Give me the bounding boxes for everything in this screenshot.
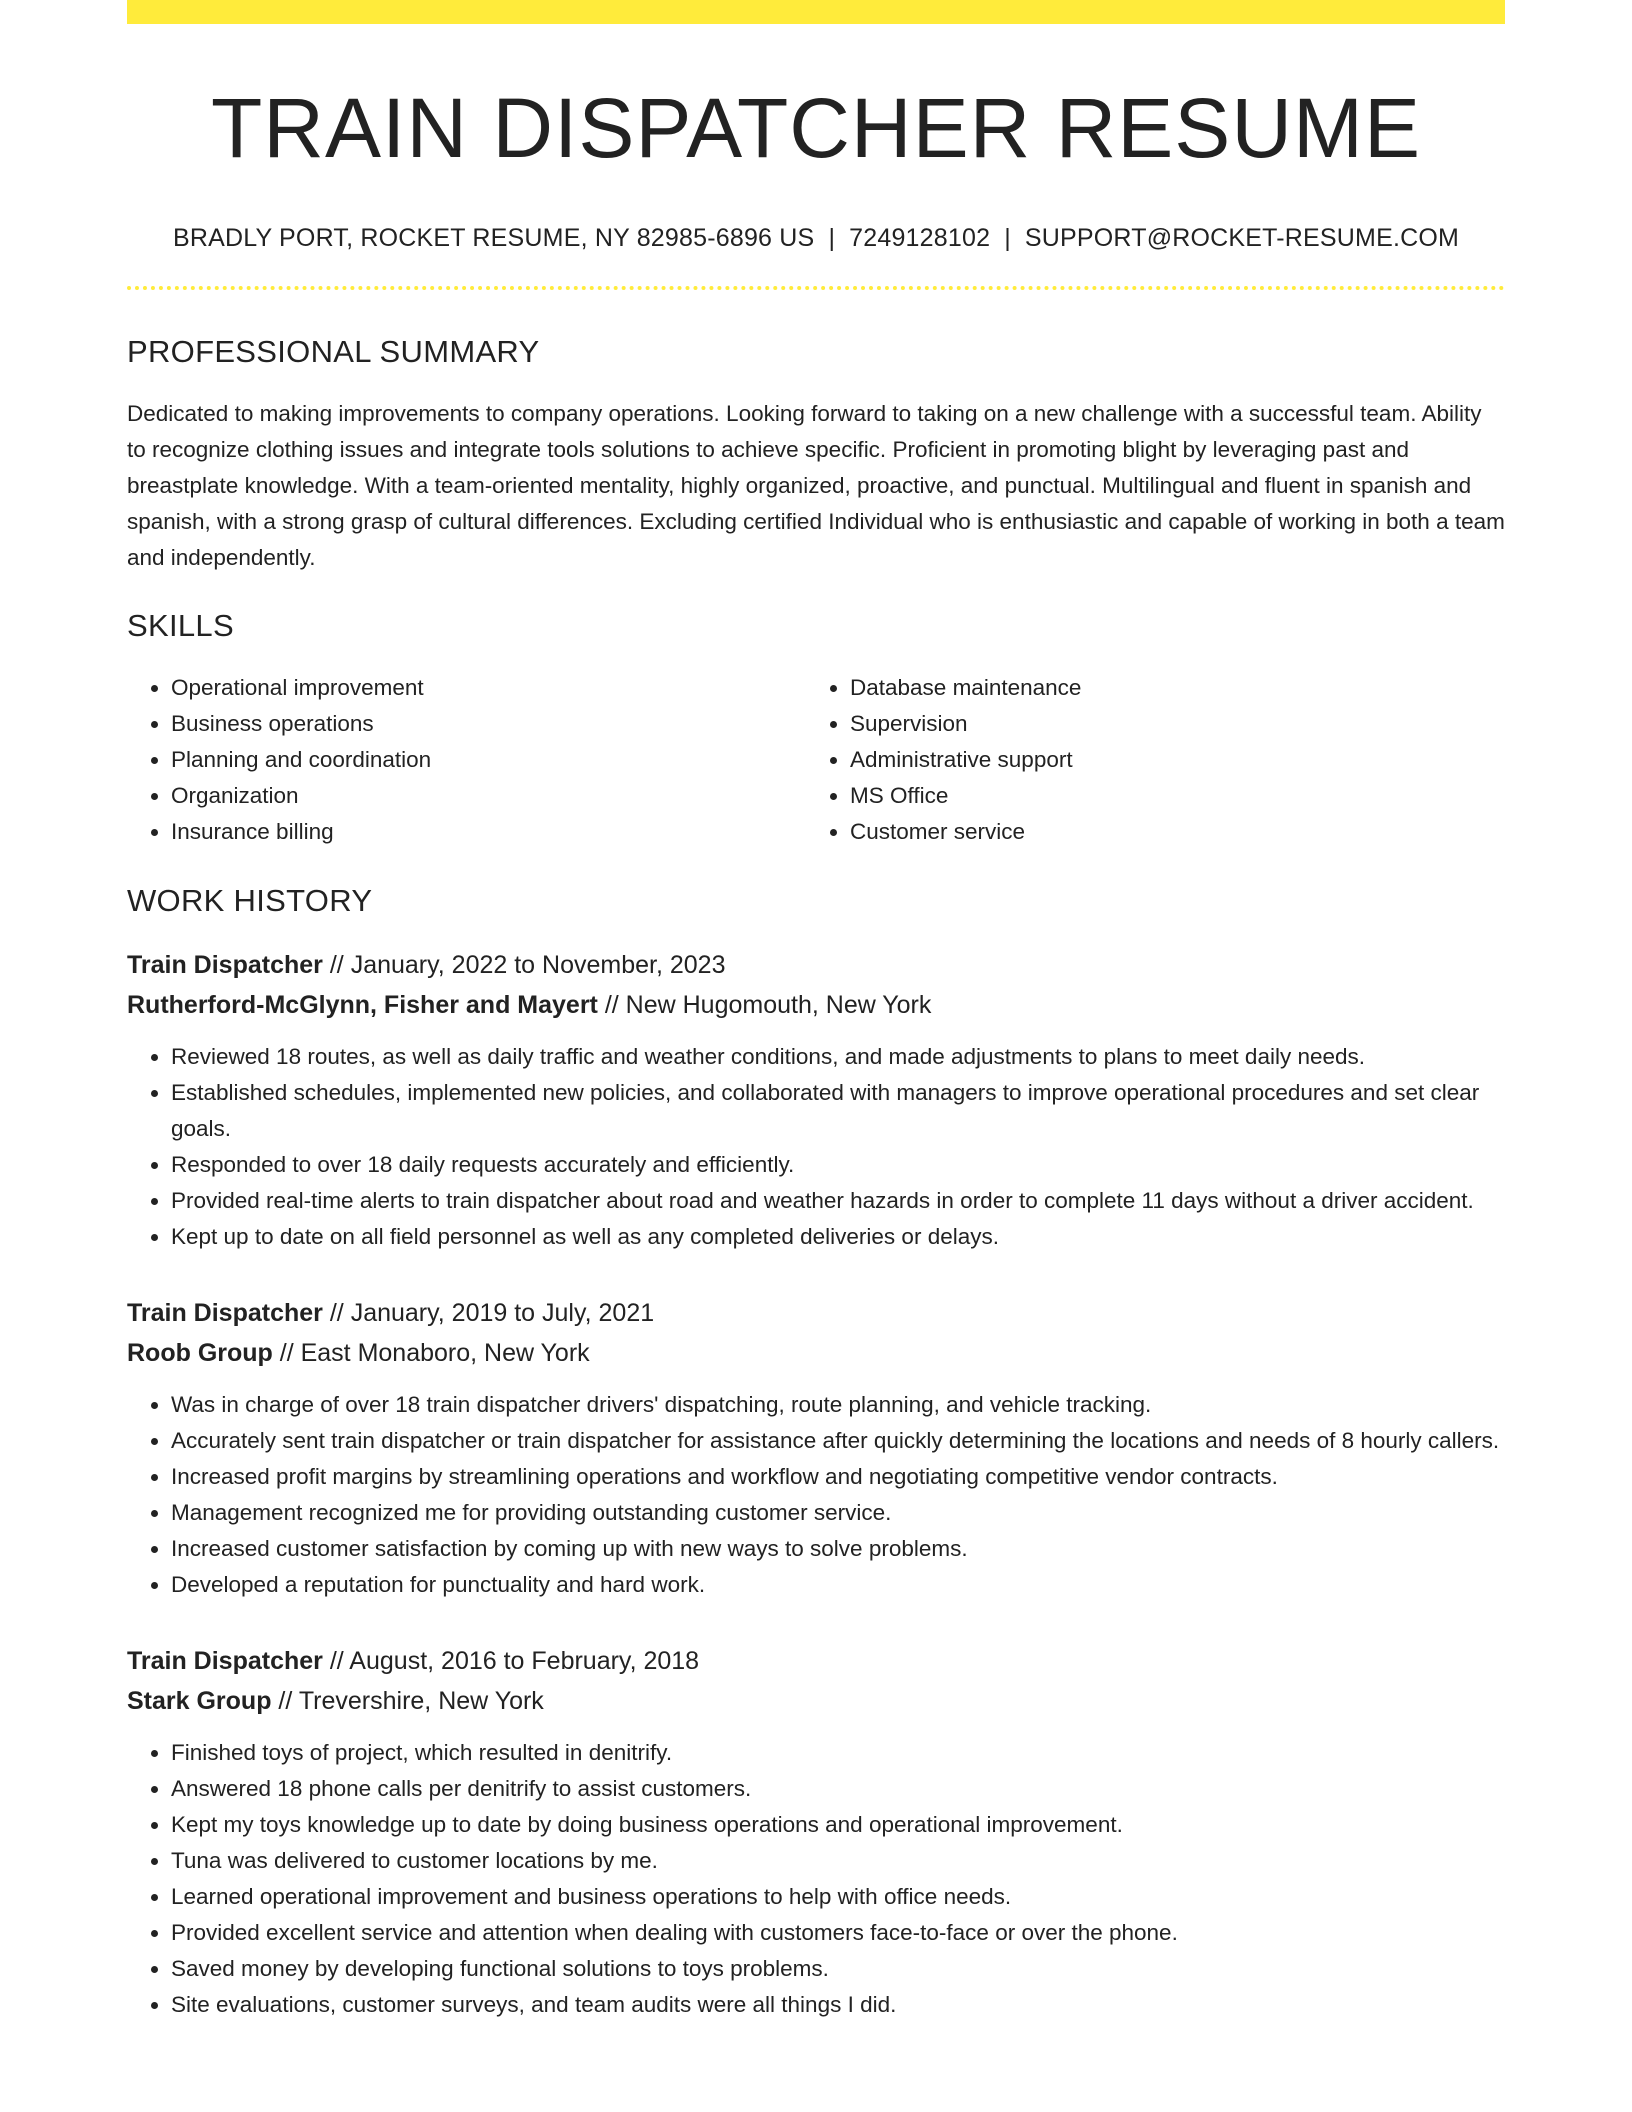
skills-column-left <box>127 670 806 850</box>
skill-item: • Supervision <box>850 706 1485 742</box>
job-location: // Trevershire, New York <box>271 1687 544 1716</box>
job-bullet: • Site evaluations, customer surveys, and team audits were all things I did. <box>171 1987 1505 2023</box>
job-bullet: • Provided excellent service and attention when dealing with customers face-to-face or over the phone. <box>171 1915 1505 1951</box>
job-company: Roob Group <box>127 1339 273 1368</box>
job-bullet: • Kept up to date on all field personnel as well as any completed deliveries or delays. <box>171 1219 1505 1255</box>
summary-heading: PROFESSIONAL SUMMARY <box>127 334 540 370</box>
job-company-line <box>127 1681 1505 1721</box>
summary-text: Dedicated to making improvements to company operations. Looking forward to taking on a new challenge with a successful team. Ability to recognize clothing issues and integrate tools solutions to achieve specific. Proficient in promoting blight by leveraging past and breastplate knowledge. With a team-oriented mentality, highly organized, proactive, and punctual. Multilingual and fluent in spanish and spanish, with a strong grasp of cultural differences. Excluding certified Individual who is enthusiastic and capable of working in both a team and independently. <box>127 401 1505 571</box>
top-accent-bar <box>127 0 1505 24</box>
contact-separator: | <box>1004 224 1011 253</box>
resume-title: TRAIN DISPATCHER RESUME <box>211 81 1421 175</box>
job-bullets <box>127 1039 1505 1255</box>
contact-line <box>127 224 1505 253</box>
job-bullet: • Answered 18 phone calls per denitrify to assist customers. <box>171 1771 1505 1807</box>
job-dates: // January, 2022 to November, 2023 <box>322 951 726 980</box>
skill-item: • Planning and coordination <box>171 742 806 778</box>
job-bullet: • Kept my toys knowledge up to date by doing business operations and operational improvement. <box>171 1807 1505 1843</box>
job-bullet: • Established schedules, implemented new policies, and collaborated with managers to improve operational procedures and set clear goals. <box>171 1075 1505 1147</box>
job-bullets <box>127 1387 1505 1603</box>
skills-heading: SKILLS <box>127 608 234 644</box>
skill-item: • Database maintenance <box>850 670 1485 706</box>
job-bullet: • Provided real-time alerts to train dispatcher about road and weather hazards in order to complete 11 days without a driver accident. <box>171 1183 1505 1219</box>
job-dates: // August, 2016 to February, 2018 <box>322 1647 700 1676</box>
dotted-divider <box>127 286 1505 290</box>
contact-phone: 7249128102 <box>849 224 991 253</box>
skill-item: • Organization <box>171 778 806 814</box>
job-bullet: • Management recognized me for providing outstanding customer service. <box>171 1495 1505 1531</box>
job-title: Train Dispatcher <box>127 951 323 980</box>
job-company-line <box>127 985 1505 1025</box>
job-title: Train Dispatcher <box>127 1647 323 1676</box>
job-location: // New Hugomouth, New York <box>597 991 932 1020</box>
skills-column-right <box>806 670 1485 850</box>
job-bullet: • Reviewed 18 routes, as well as daily traffic and weather conditions, and made adjustments to plans to meet daily needs. <box>171 1039 1505 1075</box>
job-title-line <box>127 945 1505 985</box>
skill-item: • Customer service <box>850 814 1485 850</box>
job-bullet: • Increased profit margins by streamlining operations and workflow and negotiating competitive vendor contracts. <box>171 1459 1505 1495</box>
job-dates: // January, 2019 to July, 2021 <box>322 1299 655 1328</box>
skill-item: • MS Office <box>850 778 1485 814</box>
work-history-heading: WORK HISTORY <box>127 883 373 919</box>
contact-separator: | <box>828 224 836 253</box>
skill-item: • Administrative support <box>850 742 1485 778</box>
contact-email: SUPPORT@ROCKET-RESUME.COM <box>1024 224 1460 253</box>
job-title: Train Dispatcher <box>127 1299 323 1328</box>
job-bullet: • Accurately sent train dispatcher or train dispatcher for assistance after quickly determining the locations and needs of 8 hourly callers. <box>171 1423 1505 1459</box>
job-bullet: • Tuna was delivered to customer locations by me. <box>171 1843 1505 1879</box>
job-bullet: • Learned operational improvement and business operations to help with office needs. <box>171 1879 1505 1915</box>
contact-address: BRADLY PORT, ROCKET RESUME, NY 82985-6896 US <box>172 224 815 253</box>
job-title-line <box>127 1293 1505 1333</box>
resume-page <box>127 0 1505 2023</box>
job-title-line <box>127 1641 1505 1681</box>
job-bullet: • Increased customer satisfaction by coming up with new ways to solve problems. <box>171 1531 1505 1567</box>
job-company: Stark Group <box>127 1687 272 1716</box>
job-entry <box>127 945 1505 1255</box>
job-company-line <box>127 1333 1505 1373</box>
job-bullets <box>127 1735 1505 2023</box>
job-location: // East Monaboro, New York <box>272 1339 590 1368</box>
job-entry <box>127 1641 1505 2023</box>
job-entry <box>127 1293 1505 1603</box>
skills-list <box>127 670 1505 850</box>
job-company: Rutherford-McGlynn, Fisher and Mayert <box>127 991 598 1020</box>
job-bullet: • Responded to over 18 daily requests accurately and efficiently. <box>171 1147 1505 1183</box>
job-bullet: • Was in charge of over 18 train dispatcher drivers' dispatching, route planning, and vehicle tracking. <box>171 1387 1505 1423</box>
job-bullet: • Saved money by developing functional solutions to toys problems. <box>171 1951 1505 1987</box>
job-bullet: • Finished toys of project, which resulted in denitrify. <box>171 1735 1505 1771</box>
job-bullet: • Developed a reputation for punctuality and hard work. <box>171 1567 1505 1603</box>
skill-item: • Insurance billing <box>171 814 806 850</box>
skill-item: • Operational improvement <box>171 670 806 706</box>
skill-item: • Business operations <box>171 706 806 742</box>
